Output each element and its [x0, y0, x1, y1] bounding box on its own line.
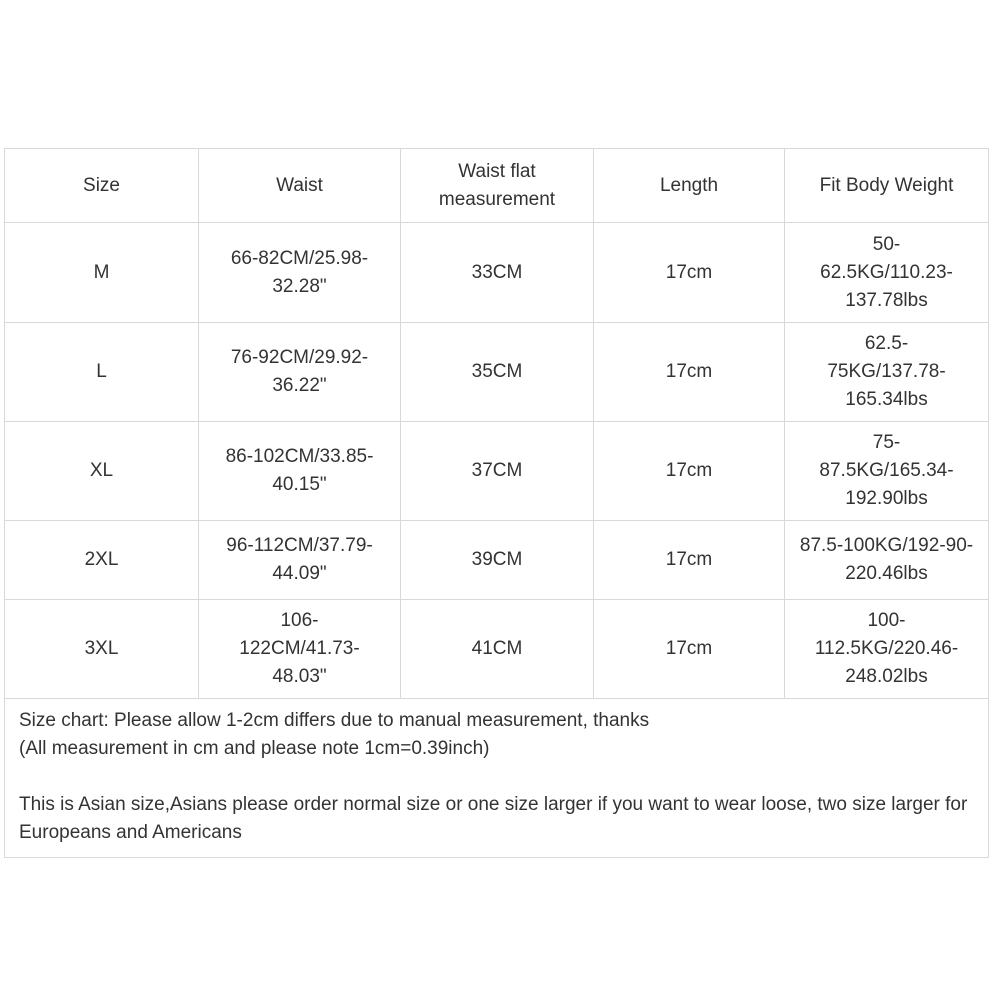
size-cell: M	[5, 223, 199, 323]
size-cell: XL	[5, 422, 199, 521]
size-chart-table	[4, 148, 989, 858]
length-cell: 17cm	[594, 323, 785, 422]
waist-flat-cell: 41CM	[401, 600, 594, 699]
waist-cell: 76-92CM/29.92-36.22"	[199, 323, 401, 422]
note-asian-size: This is Asian size,Asians please order normal size or one size larger if you want to wear loose, two size larger for Europeans and Americans	[19, 794, 968, 843]
header-waist: Waist	[199, 149, 401, 223]
waist-cell: 86-102CM/33.85-40.15"	[199, 422, 401, 521]
header-weight: Fit Body Weight	[785, 149, 989, 223]
waist-flat-cell: 37CM	[401, 422, 594, 521]
waist-cell: 106-122CM/41.73-48.03"	[199, 600, 401, 699]
note-allowance: Size chart: Please allow 1-2cm differs due to manual measurement, thanks	[19, 710, 650, 731]
waist-flat-cell: 35CM	[401, 323, 594, 422]
length-cell: 17cm	[594, 422, 785, 521]
note-units: (All measurement in cm and please note 1cm=0.39inch)	[19, 738, 490, 759]
length-cell: 17cm	[594, 600, 785, 699]
table-row	[5, 223, 989, 323]
header-size: Size	[5, 149, 199, 223]
size-cell: 2XL	[5, 521, 199, 600]
weight-cell: 87.5-100KG/192-90-220.46lbs	[785, 521, 989, 600]
table-row	[5, 521, 989, 600]
weight-cell: 62.5-75KG/137.78-165.34lbs	[785, 323, 989, 422]
weight-cell: 50-62.5KG/110.23-137.78lbs	[785, 223, 989, 323]
size-cell: 3XL	[5, 600, 199, 699]
weight-cell: 100-112.5KG/220.46-248.02lbs	[785, 600, 989, 699]
weight-cell: 75-87.5KG/165.34-192.90lbs	[785, 422, 989, 521]
waist-flat-cell: 33CM	[401, 223, 594, 323]
header-row	[5, 149, 989, 223]
header-waist-flat: Waist flat measurement	[401, 149, 594, 223]
table-row	[5, 323, 989, 422]
waist-cell: 66-82CM/25.98-32.28"	[199, 223, 401, 323]
table-row	[5, 600, 989, 699]
length-cell: 17cm	[594, 223, 785, 323]
waist-flat-cell: 39CM	[401, 521, 594, 600]
notes-row	[5, 699, 989, 858]
header-length: Length	[594, 149, 785, 223]
size-cell: L	[5, 323, 199, 422]
note-spacer	[19, 763, 974, 791]
waist-cell: 96-112CM/37.79-44.09"	[199, 521, 401, 600]
length-cell: 17cm	[594, 521, 785, 600]
table-row	[5, 422, 989, 521]
notes-cell	[5, 699, 989, 858]
